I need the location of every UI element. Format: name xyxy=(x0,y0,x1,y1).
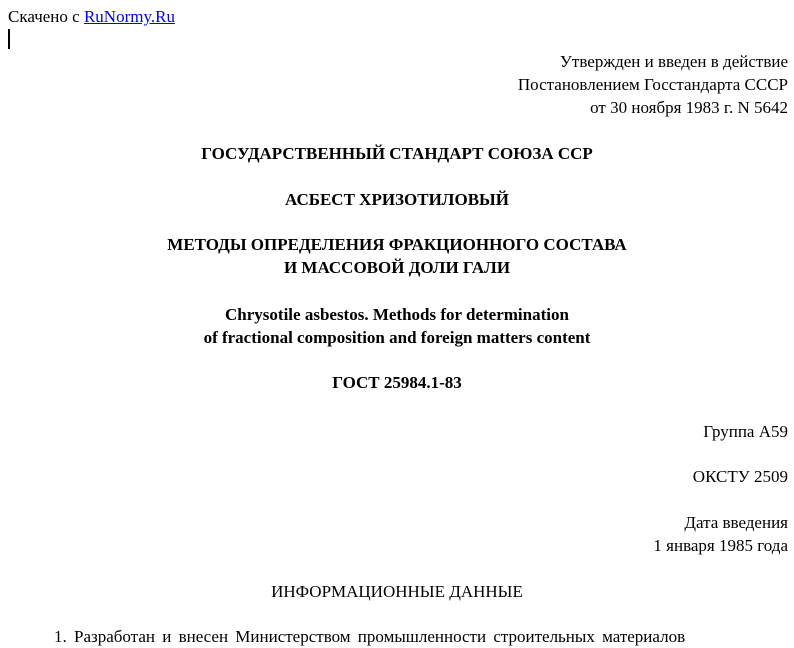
methods-title-line-2: И МАССОВОЙ ДОЛИ ГАЛИ xyxy=(283,258,511,277)
product-title: АСБЕСТ ХРИЗОТИЛОВЫЙ xyxy=(285,190,509,209)
info-title: ИНФОРМАЦИОННЫЕ ДАННЫЕ xyxy=(271,582,523,601)
source-line xyxy=(8,5,175,28)
state-standard-title: ГОСУДАРСТВЕННЫЙ СТАНДАРТ СОЮЗА ССР xyxy=(201,144,593,163)
text-cursor xyxy=(8,29,10,49)
methods-title xyxy=(0,233,794,279)
info-item-1: 1. Разработан и внесен Министерством промышленности строительных материалов xyxy=(54,627,686,646)
methods-title-line-1: МЕТОДЫ ОПРЕДЕЛЕНИЯ ФРАКЦИОННОГО СОСТАВА xyxy=(167,235,627,254)
approval-line-1: Утвержден и введен в действие xyxy=(559,52,788,71)
date-value: 1 января 1985 года xyxy=(653,536,788,555)
approval-block xyxy=(518,50,788,119)
okstu-code: ОКСТУ 2509 xyxy=(692,467,788,486)
source-prefix: Скачено с xyxy=(8,7,84,26)
group-code: Группа А59 xyxy=(703,422,788,441)
english-title-line-2: of fractional composition and foreign matters content xyxy=(203,328,591,347)
date-label: Дата введения xyxy=(684,513,788,532)
english-title-line-1: Chrysotile asbestos. Methods for determination xyxy=(225,305,569,324)
introduction-date xyxy=(653,511,788,557)
approval-line-3: от 30 ноября 1983 г. N 5642 xyxy=(590,98,788,117)
english-title xyxy=(0,303,794,349)
gost-number: ГОСТ 25984.1-83 xyxy=(332,373,462,392)
source-link[interactable]: RuNormy.Ru xyxy=(83,7,175,26)
approval-line-2: Постановлением Госстандарта СССР xyxy=(517,75,788,94)
